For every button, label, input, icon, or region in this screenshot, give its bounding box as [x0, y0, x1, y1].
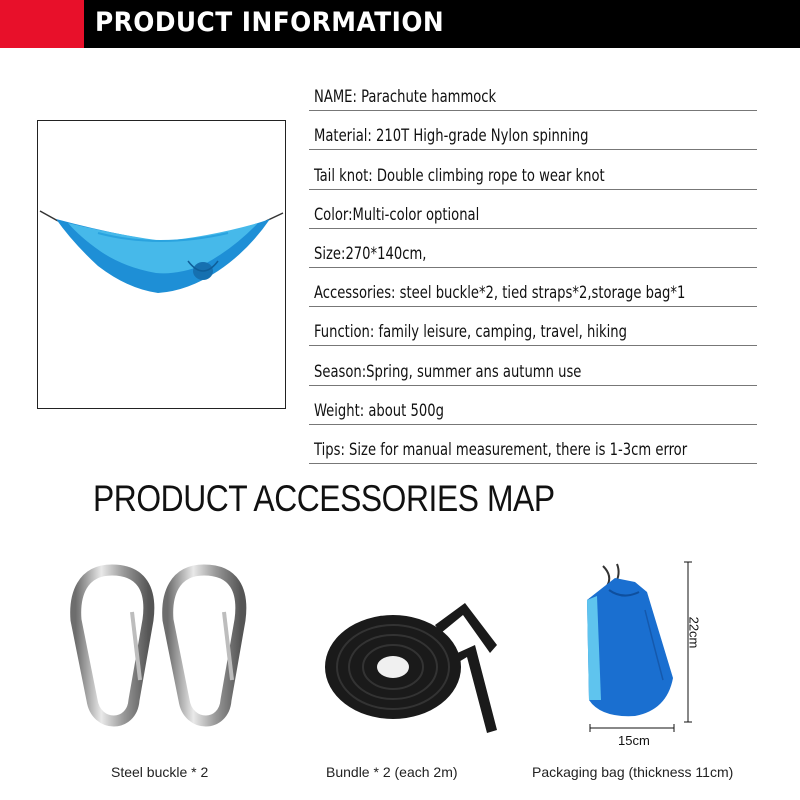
page-title: PRODUCT INFORMATION	[95, 7, 445, 38]
spec-row-tips: Tips: Size for manual measurement, there is 1-3cm error	[309, 425, 757, 464]
steel-buckle-image	[62, 560, 252, 740]
strap-roll-icon	[315, 585, 510, 735]
spec-row-material: Material: 210T High-grade Nylon spinning	[309, 111, 757, 150]
steel-buckle-caption: Steel buckle * 2	[111, 764, 209, 780]
accessories-title: PRODUCT ACCESSORIES MAP	[93, 478, 555, 519]
spec-row-weight: Weight: about 500g	[309, 386, 757, 425]
spec-row-size: Size:270*140cm,	[309, 229, 757, 268]
spec-row-season: Season:Spring, summer ans autumn use	[309, 346, 757, 385]
banner-accent	[0, 0, 84, 48]
bag-dimension-lines	[580, 558, 700, 748]
header-banner	[0, 0, 800, 48]
packaging-bag-caption: Packaging bag (thickness 11cm)	[532, 764, 734, 780]
spec-row-function: Function: family leisure, camping, travel, hiking	[309, 307, 757, 346]
bundle-caption: Bundle * 2 (each 2m)	[326, 764, 458, 780]
spec-row-name: NAME: Parachute hammock	[309, 72, 757, 111]
bag-height-label: 22cm	[686, 616, 702, 649]
bundle-strap-image	[315, 585, 510, 735]
spec-row-accessories: Accessories: steel buckle*2, tied straps*2,storage bag*1	[309, 268, 757, 307]
spec-row-tail-knot: Tail knot: Double climbing rope to wear knot	[309, 150, 757, 189]
hammock-illustration	[38, 121, 285, 408]
bag-width-label: 15cm	[618, 733, 650, 748]
spec-row-color: Color:Multi-color optional	[309, 190, 757, 229]
carabiner-icon	[62, 560, 252, 740]
spec-list	[309, 72, 757, 464]
hammock-photo	[37, 120, 286, 409]
